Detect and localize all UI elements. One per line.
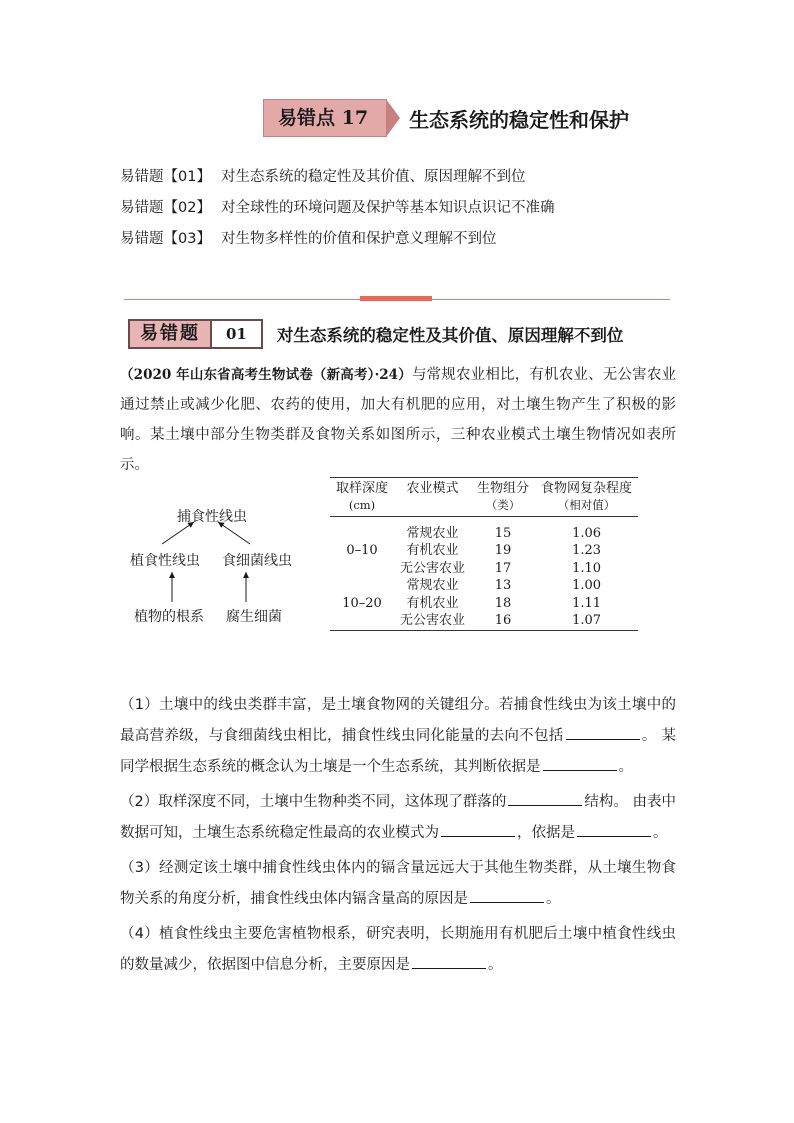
- table-row: [330, 577, 638, 595]
- toc-text: 对全球性的环境问题及保护等基本知识点识记不准确: [220, 200, 555, 216]
- question-1: [120, 690, 676, 783]
- mode-cell: 无公害农业: [400, 613, 466, 628]
- header-sub: （相对值）: [557, 498, 616, 512]
- question-text: ，依据是: [517, 825, 575, 841]
- header-depth: [330, 478, 394, 517]
- question-4: [120, 919, 676, 981]
- answer-blank[interactable]: [508, 791, 582, 806]
- toc-tag: 易错题【01】: [120, 169, 211, 185]
- toc-list: [120, 162, 554, 255]
- complexity-cell: 1.00: [572, 578, 602, 593]
- question-source: （2020 年山东省高考生物试卷（新高考）·24）: [120, 367, 412, 383]
- table-header-row: [330, 478, 638, 517]
- complexity-cell: 1.23: [572, 543, 602, 558]
- data-table: [330, 477, 638, 631]
- depth-cell: 0–10: [346, 543, 378, 558]
- mode-cell: 常规农业: [406, 525, 459, 541]
- complexity-cell: 1.07: [572, 613, 602, 628]
- question-text: 。: [618, 759, 633, 775]
- section-number: 01: [210, 321, 261, 347]
- divider-accent: [360, 296, 432, 301]
- answer-blank[interactable]: [441, 822, 515, 837]
- toc-tag: 易错题【03】: [120, 231, 211, 247]
- mode-cell: 有机农业: [406, 595, 459, 611]
- answer-blank[interactable]: [470, 888, 544, 903]
- node-herbivorous-nematode: 植食性线虫: [130, 553, 200, 569]
- header-text: 食物网复杂程度: [541, 481, 633, 496]
- question-3: [120, 853, 676, 915]
- page-title: [263, 98, 629, 138]
- node-bacterivorous-nematode: 食细菌线虫: [222, 553, 292, 569]
- question-text: （2）取样深度不同，土壤中生物种类不同，这体现了群落的: [120, 794, 507, 810]
- question-text: （4）植食性线虫主要危害植物根系，研究表明，长期施用有机肥后土壤中植食性线虫的数量减少，依据图中信息分析，主要原因是: [120, 926, 676, 973]
- complexity-cell: 1.06: [572, 525, 602, 541]
- mode-cell: 有机农业: [406, 543, 459, 558]
- mode-cell: 常规农业: [406, 578, 459, 593]
- section-heading: [128, 318, 623, 350]
- toc-text: 对生物多样性的价值和保护意义理解不到位: [220, 231, 497, 247]
- count-cell: 18: [494, 595, 512, 611]
- toc-item-01: [120, 162, 554, 193]
- question-list: [120, 690, 676, 985]
- header-text: 农业模式: [406, 481, 459, 496]
- question-text: 结构。 由表中数据可知，土壤生态系统稳定性最高的农业模式为: [120, 794, 677, 841]
- header-mode: [394, 478, 471, 517]
- count-cell: 13: [494, 578, 512, 593]
- node-saprophytic-bacteria: 腐生细菌: [226, 609, 282, 625]
- toc-item-02: [120, 193, 554, 224]
- header-count: [471, 478, 535, 517]
- table-row: [330, 525, 638, 543]
- question-text: 。 某同学根据生态系统的概念认为土壤是一个生态系统，其判断依据是: [120, 728, 677, 775]
- header-text: 取样深度: [336, 481, 389, 496]
- food-web-diagram: [122, 492, 312, 632]
- header-sub: （类）: [485, 498, 521, 512]
- question-text: 。: [546, 891, 561, 907]
- count-cell: 17: [494, 560, 512, 576]
- answer-blank[interactable]: [412, 954, 486, 969]
- section-badge: [128, 319, 263, 349]
- count-cell: 15: [494, 525, 512, 541]
- table-row: [330, 517, 638, 525]
- intro-text: 与常规农业相比，有机农业、无公害农业通过禁止或减少化肥、农药的使用，加大有机肥的应用，对土壤生物产生了积极的影响。某土壤中部分生物类群及食物关系如图所示，三种农业模式土壤生物情况如表所示。: [120, 367, 676, 473]
- title-badge: 易错点 17: [263, 99, 387, 137]
- question-text: （3）经测定该土壤中捕食性线虫体内的镉含量远远大于其他生物类群，从土壤生物食物关系的角度分析，捕食性线虫体内镉含量高的原因是: [120, 860, 676, 907]
- question-text: （1）土壤中的线虫类群丰富，是土壤食物网的关键组分。若捕食性线虫为该土壤中的最高营养级，与食细菌线虫相比，捕食性线虫同化能量的去向不包括: [120, 697, 676, 744]
- toc-item-03: [120, 224, 554, 255]
- section-label: 易错题: [140, 323, 200, 344]
- question-text: 。: [653, 825, 668, 841]
- node-predatory-nematode: 捕食性线虫: [177, 509, 247, 525]
- header-complexity: [535, 478, 638, 517]
- title-text: 生态系统的稳定性和保护: [409, 107, 630, 132]
- count-cell: 19: [494, 543, 512, 558]
- header-sub: (cm): [348, 498, 376, 512]
- toc-tag: 易错题【02】: [120, 200, 211, 216]
- mode-cell: 无公害农业: [400, 560, 466, 576]
- depth-cell: 10–20: [342, 595, 382, 611]
- complexity-cell: 1.10: [572, 560, 602, 576]
- complexity-cell: 1.11: [572, 595, 602, 611]
- question-text: 。: [488, 957, 503, 973]
- count-cell: 16: [494, 613, 512, 628]
- answer-blank[interactable]: [566, 725, 640, 740]
- toc-text: 对生态系统的稳定性及其价值、原因理解不到位: [220, 169, 526, 185]
- question-2: [120, 787, 676, 849]
- question-intro: [120, 360, 676, 480]
- header-text: 生物组分: [477, 481, 530, 496]
- answer-blank[interactable]: [577, 822, 651, 837]
- section-title: 对生态系统的稳定性及其价值、原因理解不到位: [276, 326, 624, 345]
- node-plant-roots: 植物的根系: [134, 609, 204, 625]
- answer-blank[interactable]: [543, 756, 617, 771]
